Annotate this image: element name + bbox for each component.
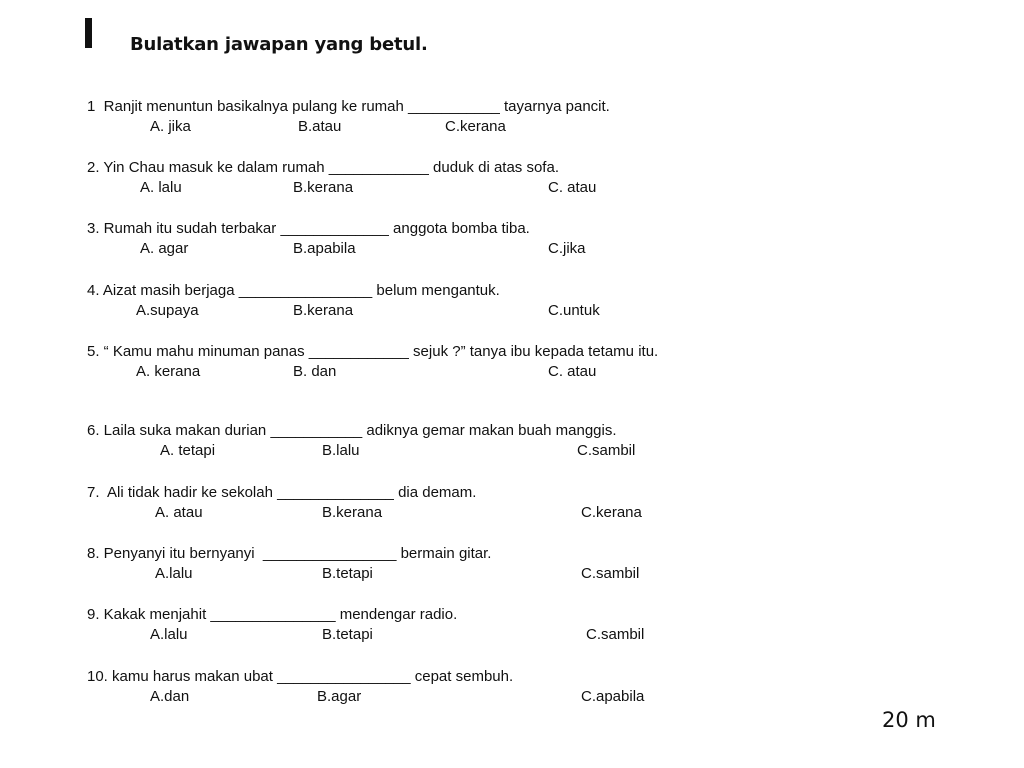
answer-options [87, 239, 586, 259]
answer-option-a[interactable]: A.lalu [155, 565, 193, 582]
instruction-heading: Bulatkan jawapan yang betul. [130, 34, 428, 55]
answer-option-b[interactable]: B.tetapi [322, 626, 373, 643]
total-marks: 20 m [882, 708, 936, 732]
answer-option-b[interactable]: B. dan [293, 363, 337, 380]
answer-option-c[interactable]: C.kerana [581, 504, 642, 521]
answer-option-c[interactable]: C.sambil [581, 565, 640, 582]
answer-option-c[interactable]: C. atau [548, 363, 597, 380]
answer-options [87, 301, 600, 321]
question-text: 10. kamu harus makan ubat ________________ cepat sembuh. [87, 668, 514, 685]
answer-option-c[interactable]: C.sambil [577, 442, 636, 459]
question-item [87, 421, 636, 461]
answer-option-c[interactable]: C.jika [548, 240, 586, 257]
question-item [87, 97, 610, 137]
answer-option-b[interactable]: B.kerana [293, 302, 354, 319]
question-text: 7. Ali tidak hadir ke sekolah ______________ dia demam. [87, 484, 477, 501]
answer-option-c[interactable]: C. atau [548, 179, 597, 196]
question-text: 6. Laila suka makan durian ___________ adiknya gemar makan buah manggis. [87, 422, 617, 439]
answer-options [87, 178, 597, 198]
answer-option-a[interactable]: A. agar [140, 240, 189, 257]
answer-option-b[interactable]: B.kerana [293, 179, 354, 196]
answer-option-a[interactable]: A. tetapi [160, 442, 216, 459]
answer-options [87, 625, 645, 645]
question-item [87, 483, 642, 523]
question-text: 8. Penyanyi itu bernyanyi ________________ bermain gitar. [87, 545, 492, 562]
question-text: 9. Kakak menjahit _______________ mendengar radio. [87, 606, 458, 623]
answer-options [87, 362, 658, 382]
answer-options [87, 441, 636, 461]
question-text: 4. Aizat masih berjaga ________________ belum mengantuk. [87, 282, 500, 299]
answer-option-a[interactable]: A.supaya [136, 302, 199, 319]
question-item [87, 667, 645, 707]
answer-option-a[interactable]: A. jika [150, 118, 191, 135]
question-item [87, 281, 600, 321]
answer-option-b[interactable]: B.atau [298, 118, 342, 135]
question-item [87, 342, 658, 382]
question-text: 1 Ranjit menuntun basikalnya pulang ke rumah ___________ tayarnya pancit. [87, 98, 610, 115]
question-item [87, 219, 586, 259]
answer-options [87, 564, 640, 584]
answer-option-b[interactable]: B.apabila [293, 240, 356, 257]
question-text: 2. Yin Chau masuk ke dalam rumah ____________ duduk di atas sofa. [87, 159, 559, 176]
answer-option-c[interactable]: C.untuk [548, 302, 600, 319]
answer-option-a[interactable]: A.lalu [150, 626, 188, 643]
answer-option-a[interactable]: A. lalu [140, 179, 182, 196]
answer-option-c[interactable]: C.sambil [586, 626, 645, 643]
answer-option-a[interactable]: A. atau [155, 504, 203, 521]
answer-option-b[interactable]: B.lalu [322, 442, 360, 459]
answer-option-b[interactable]: B.kerana [322, 504, 383, 521]
answer-options [87, 687, 645, 707]
answer-options [87, 117, 610, 137]
section-mark [85, 18, 92, 48]
question-item [87, 544, 640, 584]
answer-options [87, 503, 642, 523]
question-item [87, 158, 597, 198]
question-text: 5. “ Kamu mahu minuman panas ____________ sejuk ?” tanya ibu kepada tetamu itu. [87, 343, 659, 360]
answer-option-a[interactable]: A. kerana [136, 363, 201, 380]
answer-option-b[interactable]: B.agar [317, 688, 362, 705]
question-item [87, 605, 645, 645]
answer-option-c[interactable]: C.kerana [445, 118, 506, 135]
answer-option-a[interactable]: A.dan [150, 688, 190, 705]
answer-option-c[interactable]: C.apabila [581, 688, 645, 705]
answer-option-b[interactable]: B.tetapi [322, 565, 373, 582]
question-text: 3. Rumah itu sudah terbakar _____________ anggota bomba tiba. [87, 220, 530, 237]
